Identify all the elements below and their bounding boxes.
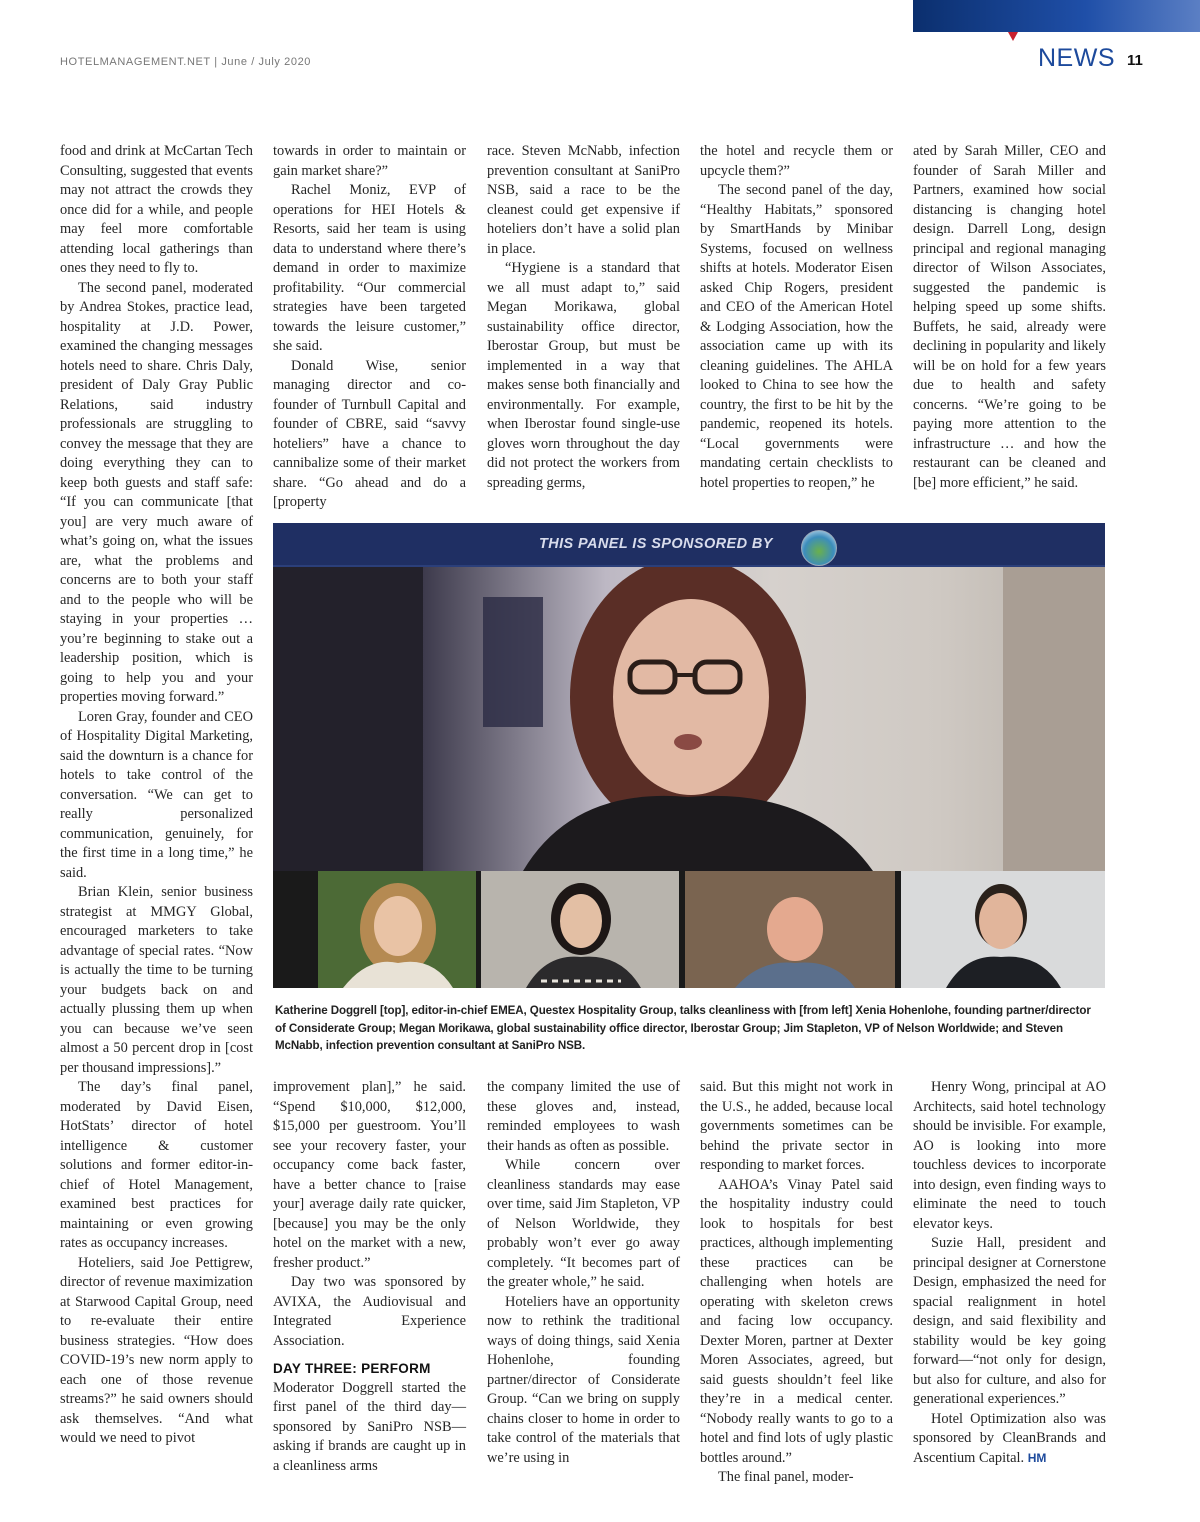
paragraph: Loren Gray, founder and CEO of Hospitality Digital Marketing, said the downturn is a chance for hotels to take control of the conversation. “We can get to really personalized communication, genuinely, for the first time in a long time,” he said. — [60, 708, 253, 881]
participant-thumb-2 — [481, 871, 679, 988]
header-color-bar — [913, 0, 1200, 32]
paragraph: Moderator Doggrell started the first panel of the third day—sponsored by SaniPro NSB—asking if brands are caught up in a cleanliness arms — [273, 1379, 466, 1474]
sponsor-logo-icon — [801, 530, 837, 566]
paragraph: The final panel, moder- — [718, 1469, 854, 1485]
video-call-photo — [273, 523, 1105, 988]
paragraph: improvement plan],” he said. “Spend $10,000, $12,000, $15,000 per guestroom. You’ll see your recovery faster, your occupancy come back faster, have a better chance to [raise your] average daily rate quicker, [because] you may be the only hotel on the market with a new, fresher product.” — [273, 1079, 466, 1271]
participant-thumb-3 — [685, 871, 895, 988]
paragraph: Henry Wong, principal at AO Architects, said hotel technology should be invisible. For example, AO is looking into more touchless devices to incorporate into design, even finding ways to eliminate the need to touch elevator keys. — [913, 1079, 1106, 1232]
column-2-bottom — [273, 1078, 466, 1476]
paragraph: The day’s final panel, moderated by David Eisen, HotStats’ director of hotel intelligence & customer solutions and former editor-in-chief of Hotel Management, examined best practices for maintaining or even growing rates as occupancy increases. — [60, 1079, 253, 1251]
paragraph: the company limited the use of these gloves and, instead, reminded employees to wash their hands as often as possible. — [487, 1079, 680, 1154]
signoff-mark: HM — [1027, 1450, 1047, 1465]
paragraph: Brian Klein, senior business strategist at MMGY Global, encouraged marketers to take advantage of special rates. “Now is actually the time to be turning your budgets back on and actually plussing them up when you can because we’ve seen almost a 50 percent drop in [cost per thousand impressions].” — [60, 884, 253, 1076]
participant-thumb-1 — [318, 871, 476, 988]
column-3-bottom — [487, 1078, 680, 1468]
main-speaker-video — [273, 567, 1105, 871]
paragraph: said. But this might not work in the U.S., he added, because local governments sometimes can be behind the private sector in responding to market forces. — [700, 1079, 893, 1173]
section-label: NEWS — [1038, 44, 1115, 72]
column-2-top — [273, 142, 466, 513]
paragraph: towards in order to maintain or gain market share?” — [273, 143, 466, 179]
paragraph: “Hygiene is a standard that we all must adapt to,” said Megan Morikawa, global sustainability office director, Iberostar Group, but must be implemented in a way that makes sense both financially and environmentally. For example, when Iberostar found single-use gloves worn throughout the day did not protect the workers from spreading germs, — [487, 260, 680, 491]
running-head: HOTELMANAGEMENT.NET | June / July 2020 — [60, 56, 312, 68]
paragraph-text: Hotel Optimization also was sponsored by CleanBrands and Ascentium Capital. — [913, 1410, 1106, 1466]
photo-caption: Katherine Doggrell [top], editor-in-chief EMEA, Questex Hospitality Group, talks cleanliness with [from left] Xenia Hohenlohe, founding partner/director of Considerate Group; Megan Morikawa, global sustainability office director, Iberostar Group; Jim Stapleton, VP of Nelson Worldwide; and Steven McNabb, infection prevention consultant at SaniPro NSB. — [275, 1004, 1091, 1052]
paragraph — [913, 1410, 1106, 1469]
participant-thumb-4 — [901, 871, 1105, 988]
column-5-top — [913, 142, 1106, 493]
paragraph: Hoteliers, said Joe Pettigrew, director of revenue maximization at Starwood Capital Group, need to re-evaluate their entire business strategies. “How does COVID-19’s new norm apply to each one of those revenue streams?” he said owners should ask themselves. “And what would we need to pivot — [60, 1254, 253, 1446]
section-heading: DAY THREE: PERFORM — [273, 1361, 431, 1376]
sponsor-banner-text: THIS PANEL IS SPONSORED BY — [539, 536, 773, 552]
paragraph: Day two was sponsored by AVIXA, the Audiovisual and Integrated Experience Association. — [273, 1274, 466, 1349]
column-5-bottom — [913, 1078, 1106, 1468]
paragraph: While concern over cleanliness standards may ease over time, said Jim Stapleton, VP of Nelson Worldwide, they probably won’t ever go away completely. “It becomes part of the greater whole,” he said. — [487, 1157, 680, 1290]
paragraph: race. Steven McNabb, infection prevention consultant at SaniPro NSB, said a race to be the cleanest could get expensive if hoteliers don’t have a solid plan in place. — [487, 143, 680, 257]
paragraph: The second panel of the day, “Healthy Habitats,” sponsored by SmartHands by Minibar Systems, focused on wellness shifts at hotels. Moderator Eisen asked Chip Rogers, president and CEO of the American Hotel & Lodging Association, how the association came up with its cleaning guidelines. The AHLA looked to China to see how the country, the first to be hit by the pandemic, reopened its hotels. “Local governments were mandating certain checklists to hotel properties to reopen,” he — [700, 182, 893, 491]
paragraph: Hoteliers have an opportunity now to rethink the traditional ways of doing things, said Xenia Hohenlohe, founding partner/director of Considerate Group. “Can we bring on supply chains closer to home in order to take control of the materials that we’re using in — [487, 1293, 680, 1466]
column-1 — [60, 142, 253, 1449]
paragraph: food and drink at McCartan Tech Consulting, suggested that events may not attract the crowds they once did for a while, and people may feel more comfortable attending local gatherings than ones they need to fly to. — [60, 143, 253, 276]
paragraph: Rachel Moniz, EVP of operations for HEI Hotels & Resorts, said her team is using data to understand where there’s demand in order to maximize profitability. “Our commercial strategies have been targeted towards the leisure customer,” she said. — [273, 182, 466, 354]
paragraph: ated by Sarah Miller, CEO and founder of Sarah Miller and Partners, examined how social distancing is changing hotel design. Darrell Long, design principal and regional managing director of Wilson Associates, suggested the pandemic is helping speed up some shifts. Buffets, he said, already were declining in popularity and likely will be on hold for a few years due to health and safety concerns. “We’re going to be paying more attention to the infrastructure … and how the restaurant can be cleaned and [be] more efficient,” he said. — [913, 143, 1106, 491]
header-pointer-icon — [1008, 32, 1018, 41]
column-4-bottom — [700, 1078, 893, 1488]
sponsor-banner — [273, 523, 1105, 567]
paragraph: the hotel and recycle them or upcycle them?” — [700, 143, 893, 179]
paragraph: Suzie Hall, president and principal designer at Cornerstone Design, emphasized the need for spacial realignment in hotel design, and said flexibility and stability would be key going forward—“not only for design, but also for culture, and also for generational experiences.” — [913, 1235, 1106, 1407]
main-speaker-figure — [273, 567, 1105, 871]
paragraph: The second panel, moderated by Andrea Stokes, practice lead, hospitality at J.D. Power, examined the changing messages hotels need to share. Chris Daly, president of Daly Gray Public Relations, said industry professionals are struggling to convey the message that they are doing everything they can to keep both guests and staff safe: “If you can communicate [that you] are very much aware of what’s going on, what the issues are, what the problems and concerns are to both your staff and to the people who will be staying in your properties … you’re beginning to stake out a leadership position, which is going to help you and your properties moving forward.” — [60, 279, 253, 705]
page-number: 11 — [1127, 52, 1143, 69]
column-3-top — [487, 142, 680, 493]
paragraph: AAHOA’s Vinay Patel said the hospitality industry could look to hospitals for best practices, although implementing these practices can be challenging when hotels are operating with skeleton crews and facing low occupancy. Dexter Moren, partner at Dexter Moren Associates, agreed, but said guests shouldn’t feel like they’re in a medical center. “Nobody really wants to go to a hotel and find lots of ugly plastic bottles around.” — [700, 1176, 893, 1466]
paragraph: Donald Wise, senior managing director and co-founder of Turnbull Capital and founder of CBRE, said “savvy hoteliers” have a chance to cannibalize some of their market share. “Go ahead and do a [property — [273, 357, 466, 510]
column-4-top — [700, 142, 893, 493]
